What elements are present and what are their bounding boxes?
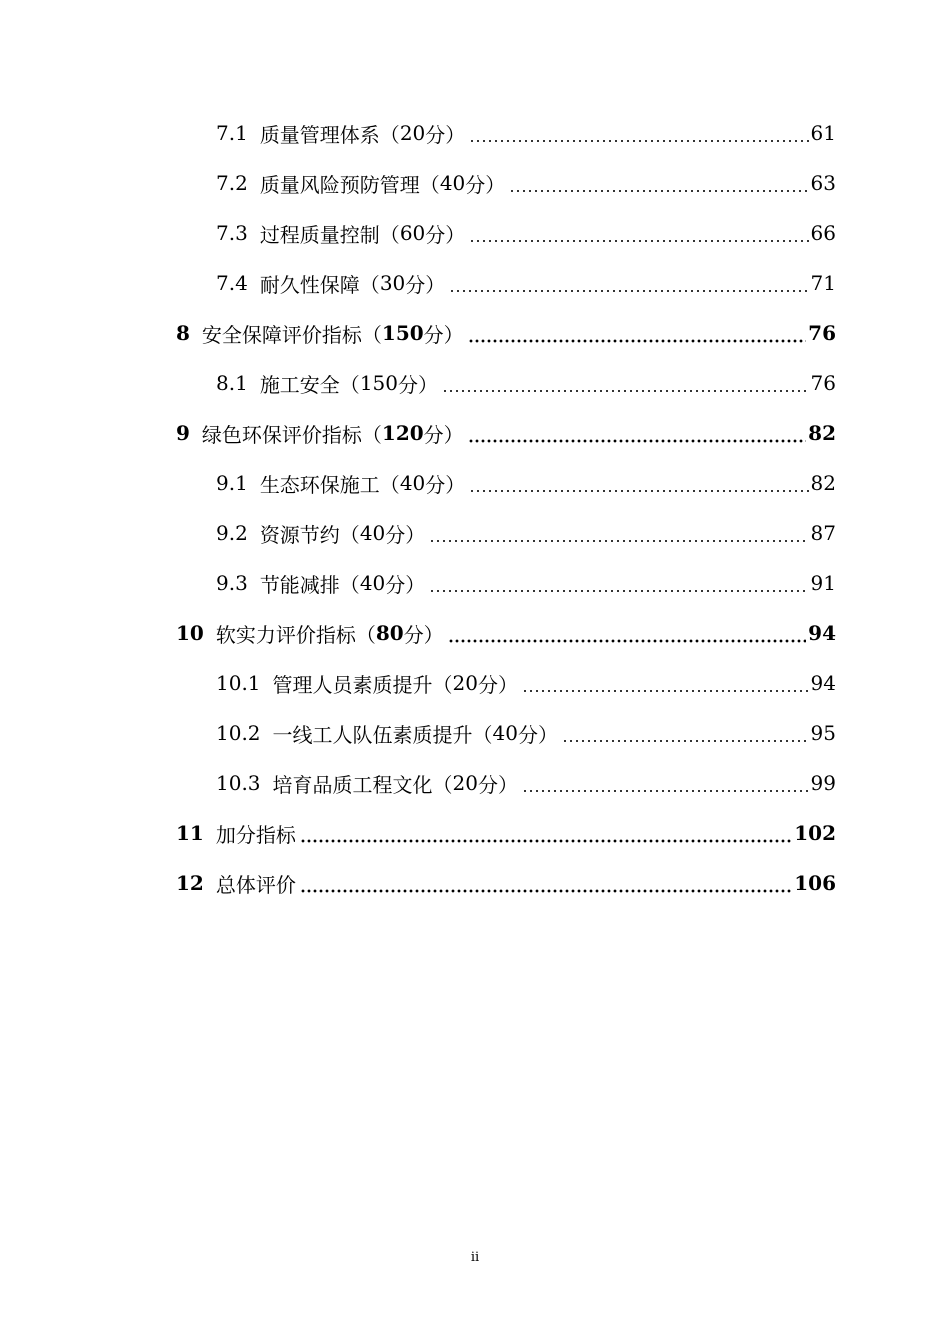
toc-entry-9-3[interactable] [0, 558, 950, 608]
entry-number: 10.2 [216, 721, 261, 745]
entry-page-number: 82 [810, 471, 836, 495]
toc-entry-10-1[interactable] [0, 658, 950, 708]
entry-number: 10.1 [216, 671, 261, 695]
entry-number: 8 [176, 321, 190, 345]
entry-unit: 分） [465, 172, 506, 197]
toc-entry-12[interactable] [0, 858, 950, 908]
dot-leader [300, 823, 792, 843]
dot-leader [448, 623, 806, 643]
entry-number: 7.3 [216, 221, 248, 245]
entry-title: 施工安全（ [259, 372, 360, 397]
entry-page-number: 94 [810, 671, 836, 695]
entry-title: 绿色环保评价指标（ [201, 422, 382, 447]
toc-entry-9-1[interactable] [0, 458, 950, 508]
dot-leader [522, 673, 809, 693]
toc-entry-10-2[interactable] [0, 708, 950, 758]
toc-entry-7-2[interactable] [0, 158, 950, 208]
entry-page-number: 66 [810, 221, 836, 245]
toc-entry-11[interactable] [0, 808, 950, 858]
toc-entry-10-3[interactable] [0, 758, 950, 808]
entry-points: 40 [399, 471, 426, 495]
entry-page-number: 102 [794, 821, 836, 845]
entry-unit: 分） [405, 272, 446, 297]
dot-leader [469, 223, 808, 243]
dot-leader [509, 173, 808, 193]
dot-leader [442, 373, 809, 393]
toc-entry-7-3[interactable] [0, 208, 950, 258]
entry-points: 80 [375, 621, 404, 645]
entry-page-number: 76 [808, 321, 836, 345]
dot-leader [469, 123, 808, 143]
entry-number: 7.1 [216, 121, 248, 145]
dot-leader [468, 323, 806, 343]
entry-title: 培育品质工程文化（ [272, 772, 453, 797]
entry-points: 150 [381, 321, 424, 345]
entry-unit: 分） [385, 572, 426, 597]
entry-title: 总体评价 [215, 872, 296, 897]
table-of-contents [0, 108, 950, 908]
entry-points: 40 [439, 171, 466, 195]
entry-unit: 分） [425, 472, 466, 497]
entry-unit: 分） [477, 672, 518, 697]
entry-page-number: 71 [810, 271, 836, 295]
entry-title: 资源节约（ [259, 522, 360, 547]
entry-title: 管理人员素质提升（ [272, 672, 453, 697]
entry-points: 40 [359, 521, 386, 545]
dot-leader [469, 473, 808, 493]
entry-unit: 分） [425, 222, 466, 247]
dot-leader [522, 773, 809, 793]
entry-points: 20 [452, 671, 478, 695]
entry-unit: 分） [477, 772, 518, 797]
entry-points: 60 [399, 221, 426, 245]
entry-number: 9.1 [216, 471, 248, 495]
entry-page-number: 94 [808, 621, 836, 645]
entry-points: 30 [379, 271, 406, 295]
toc-entry-7-4[interactable] [0, 258, 950, 308]
entry-points: 150 [359, 371, 398, 395]
entry-title: 耐久性保障（ [259, 272, 380, 297]
entry-number: 9 [176, 421, 190, 445]
entry-page-number: 82 [808, 421, 836, 445]
entry-number: 7.2 [216, 171, 248, 195]
entry-number: 7.4 [216, 271, 248, 295]
entry-unit: 分） [423, 422, 464, 447]
dot-leader [429, 523, 808, 543]
entry-number: 9.2 [216, 521, 248, 545]
entry-points: 120 [381, 421, 424, 445]
entry-unit: 分） [517, 722, 558, 747]
entry-points: 20 [399, 121, 426, 145]
dot-leader [449, 273, 808, 293]
entry-number: 11 [176, 821, 204, 845]
entry-unit: 分） [385, 522, 426, 547]
entry-page-number: 91 [810, 571, 836, 595]
entry-points: 40 [359, 571, 386, 595]
entry-title: 一线工人队伍素质提升（ [272, 722, 493, 747]
entry-page-number: 76 [810, 371, 836, 395]
entry-page-number: 61 [810, 121, 836, 145]
entry-unit: 分） [403, 622, 444, 647]
dot-leader [468, 423, 806, 443]
toc-entry-10[interactable] [0, 608, 950, 658]
dot-leader [300, 873, 792, 893]
entry-title: 加分指标 [215, 822, 296, 847]
entry-title: 安全保障评价指标（ [201, 322, 382, 347]
toc-entry-8-1[interactable] [0, 358, 950, 408]
toc-entry-9-2[interactable] [0, 508, 950, 558]
entry-points: 40 [492, 721, 518, 745]
dot-leader [429, 573, 808, 593]
entry-number: 12 [176, 871, 204, 895]
entry-title: 节能减排（ [259, 572, 360, 597]
entry-title: 过程质量控制（ [259, 222, 400, 247]
entry-number: 10 [176, 621, 204, 645]
entry-number: 8.1 [216, 371, 248, 395]
entry-unit: 分） [425, 122, 466, 147]
entry-points: 20 [452, 771, 478, 795]
entry-unit: 分） [423, 322, 464, 347]
toc-entry-8[interactable] [0, 308, 950, 358]
entry-title: 生态环保施工（ [259, 472, 400, 497]
entry-title: 质量管理体系（ [259, 122, 400, 147]
entry-page-number: 87 [810, 521, 836, 545]
entry-title: 质量风险预防管理（ [259, 172, 440, 197]
toc-entry-7-1[interactable] [0, 108, 950, 158]
toc-entry-9[interactable] [0, 408, 950, 458]
dot-leader [562, 723, 809, 743]
entry-page-number: 99 [810, 771, 836, 795]
entry-page-number: 106 [794, 871, 836, 895]
entry-number: 10.3 [216, 771, 261, 795]
entry-page-number: 95 [810, 721, 836, 745]
entry-title: 软实力评价指标（ [215, 622, 376, 647]
entry-page-number: 63 [810, 171, 836, 195]
page-number: ii [470, 1250, 480, 1265]
entry-number: 9.3 [216, 571, 248, 595]
entry-unit: 分） [398, 372, 438, 397]
